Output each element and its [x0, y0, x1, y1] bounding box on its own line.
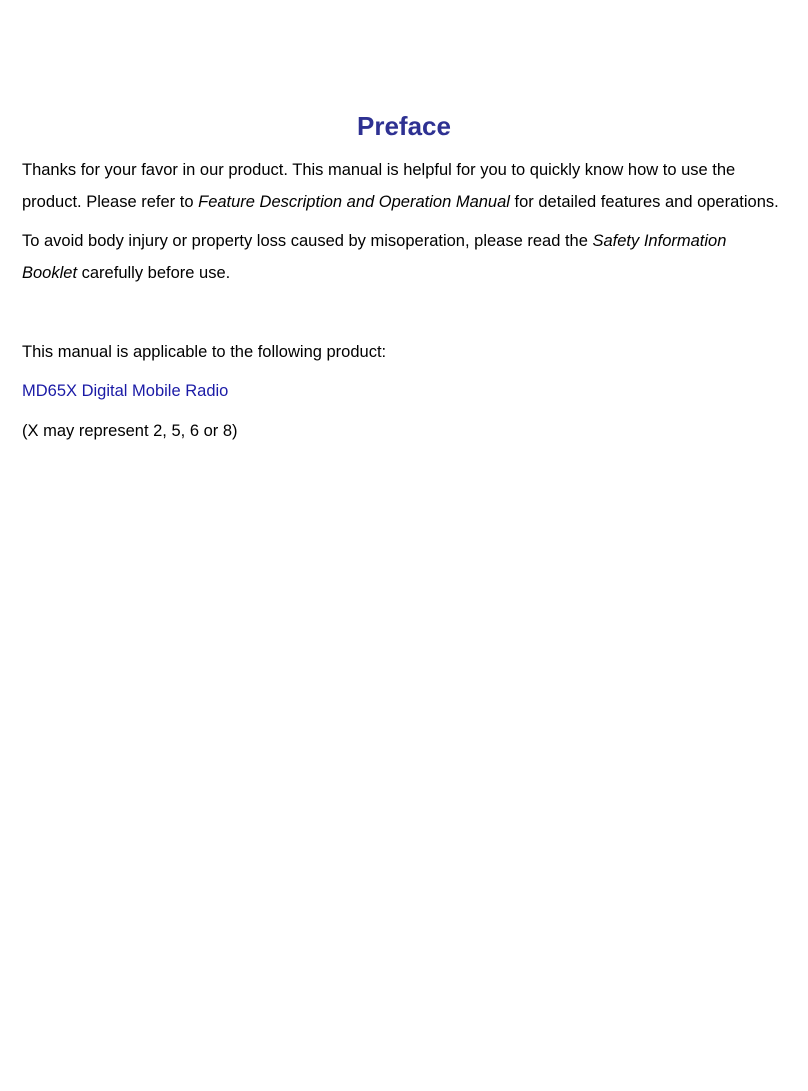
applicability-heading: This manual is applicable to the following product:	[22, 343, 387, 361]
intro-line-2	[22, 186, 802, 218]
intro-line-1: Thanks for your favor in our product. This manual is helpful for you to quickly know how to use the	[22, 161, 736, 179]
intro-line-2-text: product. Please refer to	[22, 193, 199, 211]
safety-line-2-text: carefully before use.	[77, 264, 231, 282]
safety-line-1-text: To avoid body injury or property loss caused by misoperation, please read the	[22, 232, 593, 250]
intro-line-2-tail: for detailed features and operations.	[509, 193, 779, 211]
safety-paragraph	[22, 225, 802, 289]
safety-booklet-reference-part2: Booklet	[22, 264, 78, 282]
page-title: Preface	[357, 111, 451, 141]
model-variant-note: (X may represent 2, 5, 6 or 8)	[22, 422, 238, 440]
safety-line-1	[22, 225, 802, 257]
product-name: MD65X Digital Mobile Radio	[22, 382, 229, 400]
intro-paragraph	[22, 154, 802, 218]
feature-manual-reference: Feature Description and Operation Manual	[198, 193, 510, 211]
safety-booklet-reference-part1: Safety Information	[592, 232, 727, 250]
safety-line-2	[22, 257, 802, 289]
